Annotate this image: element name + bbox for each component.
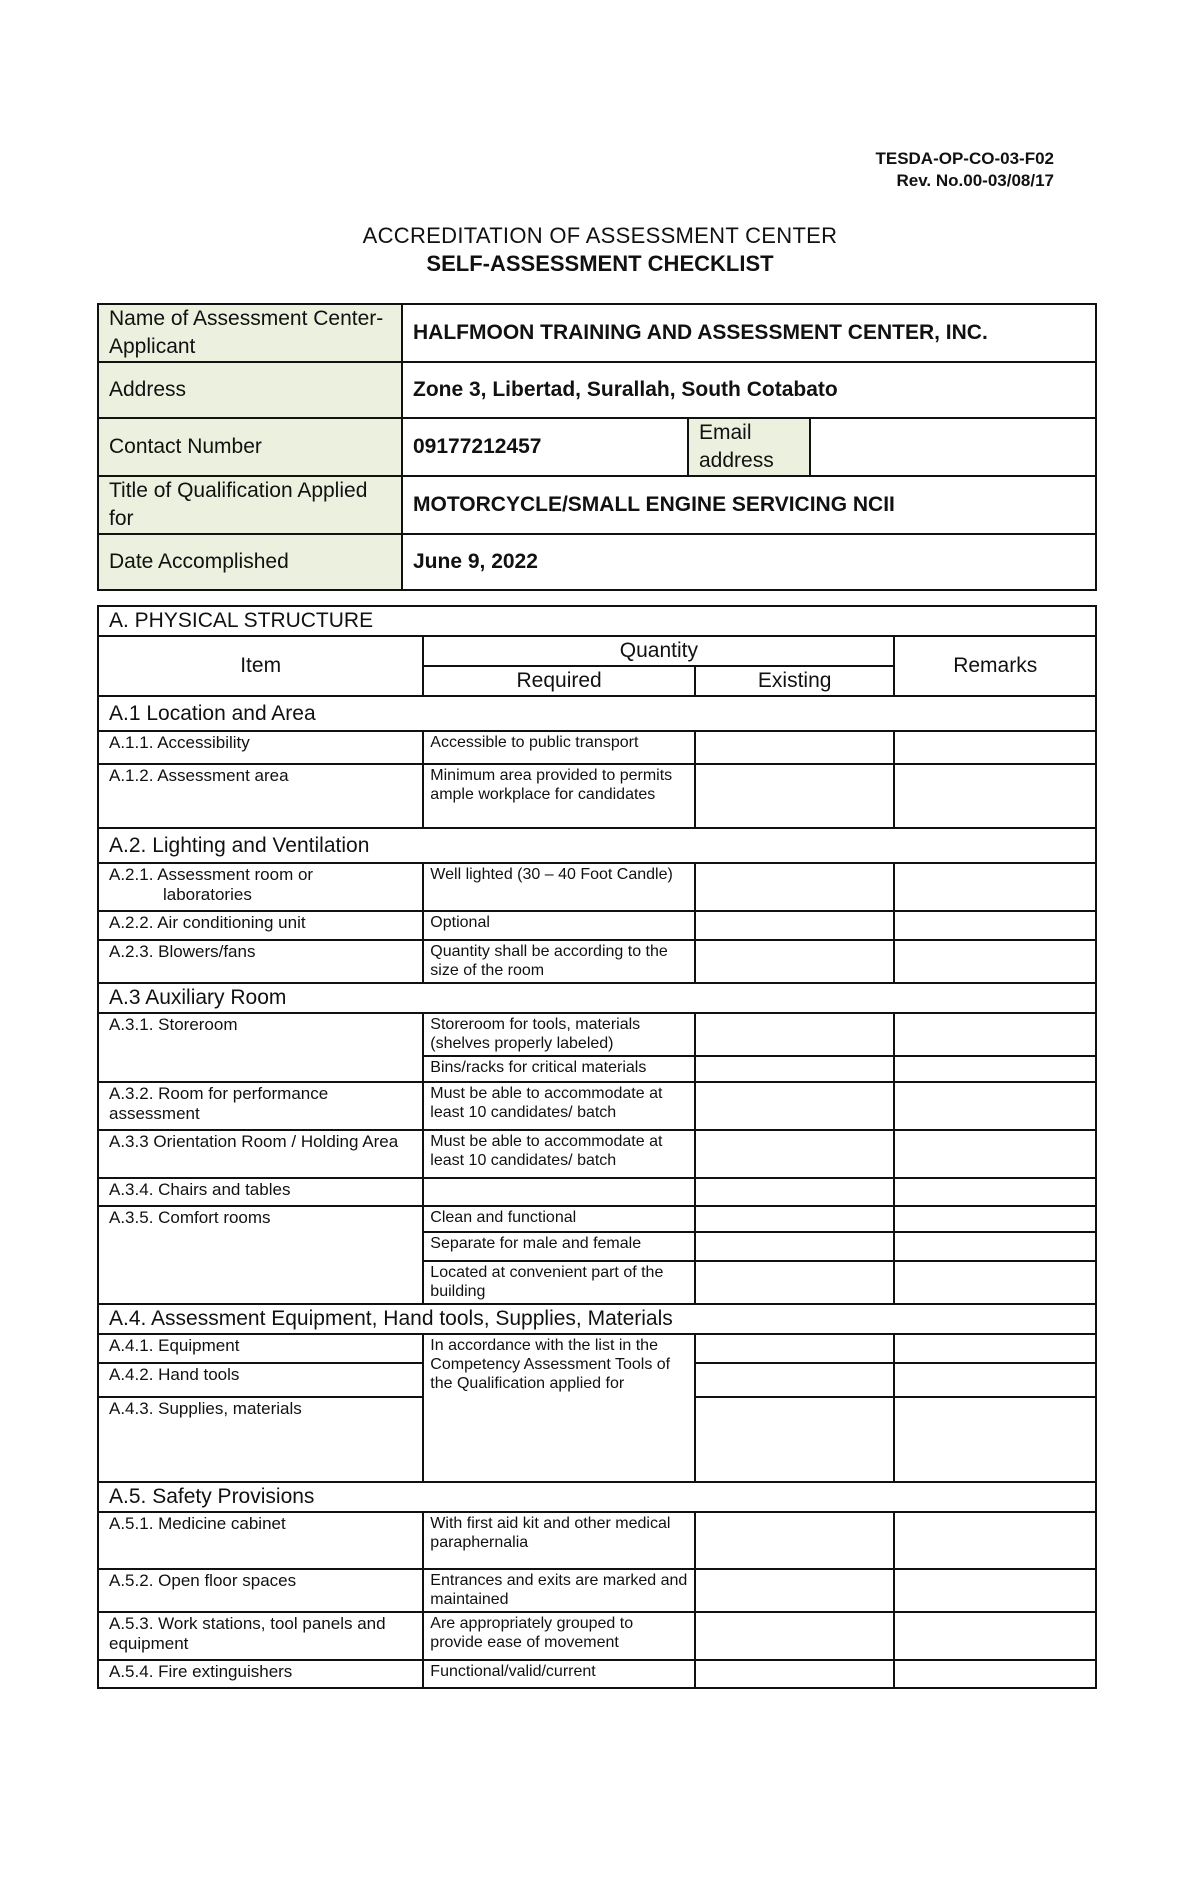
existing-cell[interactable]	[695, 911, 895, 940]
header-required: Required	[423, 666, 695, 696]
remarks-cell[interactable]	[894, 1612, 1096, 1660]
item-a2-1-line2: laboratories	[163, 885, 252, 904]
table-row	[98, 731, 1096, 764]
item-a2-3: A.2.3. Blowers/fans	[98, 940, 423, 983]
existing-cell[interactable]	[695, 1569, 895, 1612]
remarks-cell[interactable]	[894, 1512, 1096, 1569]
table-row	[98, 1082, 1096, 1130]
item-a3-1: A.3.1. Storeroom	[98, 1013, 423, 1082]
qualification-value[interactable]: MOTORCYCLE/SMALL ENGINE SERVICING NCII	[402, 476, 1096, 534]
header-quantity: Quantity	[423, 636, 894, 666]
existing-cell[interactable]	[695, 1363, 895, 1397]
subsection-a3: A.3 Auxiliary Room	[98, 983, 1096, 1013]
name-value[interactable]: HALFMOON TRAINING AND ASSESSMENT CENTER, INC.	[402, 304, 1096, 362]
required-a3-5b: Separate for male and female	[423, 1232, 695, 1261]
existing-cell[interactable]	[695, 1261, 895, 1304]
section-title: A. PHYSICAL STRUCTURE	[98, 606, 1096, 636]
existing-cell[interactable]	[695, 1334, 895, 1363]
existing-cell[interactable]	[695, 1232, 895, 1261]
remarks-cell[interactable]	[894, 911, 1096, 940]
header-existing: Existing	[695, 666, 895, 696]
remarks-cell[interactable]	[894, 1232, 1096, 1261]
item-a5-2: A.5.2. Open floor spaces	[98, 1569, 423, 1612]
info-row-name	[98, 304, 1096, 362]
document-reference	[875, 148, 1054, 192]
remarks-cell[interactable]	[894, 1013, 1096, 1056]
required-a3-5c: Located at convenient part of the building	[423, 1261, 695, 1304]
item-a5-1: A.5.1. Medicine cabinet	[98, 1512, 423, 1569]
item-a1-1: A.1.1. Accessibility	[98, 731, 423, 764]
remarks-cell[interactable]	[894, 1206, 1096, 1232]
table-row	[98, 1013, 1096, 1056]
remarks-cell[interactable]	[894, 863, 1096, 911]
item-a2-2: A.2.2. Air conditioning unit	[98, 911, 423, 940]
contact-label: Contact Number	[98, 418, 402, 476]
address-value[interactable]: Zone 3, Libertad, Surallah, South Cotabato	[402, 362, 1096, 418]
table-row	[98, 1660, 1096, 1688]
required-a5-1: With first aid kit and other medical paraphernalia	[423, 1512, 695, 1569]
item-a5-4: A.5.4. Fire extinguishers	[98, 1660, 423, 1688]
subsection-a5: A.5. Safety Provisions	[98, 1482, 1096, 1512]
item-a4-2: A.4.2. Hand tools	[98, 1363, 423, 1397]
remarks-cell[interactable]	[894, 1056, 1096, 1082]
subsection-a2: A.2. Lighting and Ventilation	[98, 828, 1096, 863]
qualification-label: Title of Qualification Applied for	[98, 476, 402, 534]
table-row	[98, 1206, 1096, 1232]
table-row	[98, 863, 1096, 911]
required-a3-5a: Clean and functional	[423, 1206, 695, 1232]
required-a3-1b: Bins/racks for critical materials	[423, 1056, 695, 1082]
item-a2-1	[98, 863, 423, 911]
info-row-address	[98, 362, 1096, 418]
required-a4: In accordance with the list in the Competency Assessment Tools of the Qualification applied for	[423, 1334, 695, 1482]
item-a3-2: A.3.2. Room for performance assessment	[98, 1082, 423, 1130]
remarks-cell[interactable]	[894, 1363, 1096, 1397]
remarks-cell[interactable]	[894, 764, 1096, 828]
required-a1-1: Accessible to public transport	[423, 731, 695, 764]
required-a2-3: Quantity shall be according to the size of the room	[423, 940, 695, 983]
remarks-cell[interactable]	[894, 940, 1096, 983]
remarks-cell[interactable]	[894, 1261, 1096, 1304]
contact-value[interactable]: 09177212457	[402, 418, 688, 476]
header-item: Item	[98, 636, 423, 696]
item-a4-1: A.4.1. Equipment	[98, 1334, 423, 1363]
applicant-info-table	[97, 303, 1097, 591]
required-a5-2: Entrances and exits are marked and maintained	[423, 1569, 695, 1612]
email-label: Email address	[688, 418, 810, 476]
date-value[interactable]: June 9, 2022	[402, 534, 1096, 590]
existing-cell[interactable]	[695, 1130, 895, 1178]
existing-cell[interactable]	[695, 1512, 895, 1569]
remarks-cell[interactable]	[894, 1130, 1096, 1178]
required-a1-2: Minimum area provided to permits ample workplace for candidates	[423, 764, 695, 828]
existing-cell[interactable]	[695, 1178, 895, 1206]
table-row	[98, 1512, 1096, 1569]
required-a2-2: Optional	[423, 911, 695, 940]
required-a3-4	[423, 1178, 695, 1206]
required-a5-4: Functional/valid/current	[423, 1660, 695, 1688]
name-label: Name of Assessment Center-Applicant	[98, 304, 402, 362]
table-row	[98, 764, 1096, 828]
existing-cell[interactable]	[695, 764, 895, 828]
table-row	[98, 1130, 1096, 1178]
remarks-cell[interactable]	[894, 1082, 1096, 1130]
table-row	[98, 911, 1096, 940]
table-row	[98, 1569, 1096, 1612]
remarks-cell[interactable]	[894, 1334, 1096, 1363]
required-a3-3: Must be able to accommodate at least 10 candidates/ batch	[423, 1130, 695, 1178]
existing-cell[interactable]	[695, 1056, 895, 1082]
remarks-cell[interactable]	[894, 1660, 1096, 1688]
checklist-table	[97, 605, 1097, 1689]
required-a5-3: Are appropriately grouped to provide ease of movement	[423, 1612, 695, 1660]
table-row	[98, 1178, 1096, 1206]
table-row	[98, 1612, 1096, 1660]
existing-cell[interactable]	[695, 1082, 895, 1130]
info-row-date	[98, 534, 1096, 590]
required-a3-1a: Storeroom for tools, materials (shelves properly labeled)	[423, 1013, 695, 1056]
title-line-1: ACCREDITATION OF ASSESSMENT CENTER	[362, 223, 838, 248]
item-a5-3: A.5.3. Work stations, tool panels and equipment	[98, 1612, 423, 1660]
existing-cell[interactable]	[695, 863, 895, 911]
existing-cell[interactable]	[695, 1660, 895, 1688]
revision-number: Rev. No.00-03/08/17	[896, 171, 1054, 190]
existing-cell[interactable]	[695, 731, 895, 764]
remarks-cell[interactable]	[894, 1569, 1096, 1612]
subsection-a1: A.1 Location and Area	[98, 696, 1096, 731]
info-row-qualification	[98, 476, 1096, 534]
remarks-cell[interactable]	[894, 731, 1096, 764]
address-label: Address	[98, 362, 402, 418]
title-line-2: SELF-ASSESSMENT CHECKLIST	[426, 251, 774, 276]
required-a2-1: Well lighted (30 – 40 Foot Candle)	[423, 863, 695, 911]
item-a1-2: A.1.2. Assessment area	[98, 764, 423, 828]
existing-cell[interactable]	[695, 1013, 895, 1056]
table-row	[98, 940, 1096, 983]
table-row	[98, 1334, 1096, 1363]
item-a3-4: A.3.4. Chairs and tables	[98, 1178, 423, 1206]
remarks-cell[interactable]	[894, 1178, 1096, 1206]
date-label: Date Accomplished	[98, 534, 402, 590]
item-a3-3: A.3.3 Orientation Room / Holding Area	[98, 1130, 423, 1178]
email-value[interactable]	[810, 418, 1096, 476]
header-remarks: Remarks	[894, 636, 1096, 696]
existing-cell[interactable]	[695, 1397, 895, 1482]
info-row-contact	[98, 418, 1096, 476]
required-a3-2: Must be able to accommodate at least 10 candidates/ batch	[423, 1082, 695, 1130]
document-title	[0, 222, 1200, 278]
item-a2-1-line1: A.2.1. Assessment room or	[109, 865, 314, 884]
form-code: TESDA-OP-CO-03-F02	[875, 149, 1054, 168]
existing-cell[interactable]	[695, 1612, 895, 1660]
item-a3-5: A.3.5. Comfort rooms	[98, 1206, 423, 1304]
existing-cell[interactable]	[695, 940, 895, 983]
item-a4-3: A.4.3. Supplies, materials	[98, 1397, 423, 1482]
existing-cell[interactable]	[695, 1206, 895, 1232]
subsection-a4: A.4. Assessment Equipment, Hand tools, Supplies, Materials	[98, 1304, 1096, 1334]
remarks-cell[interactable]	[894, 1397, 1096, 1482]
